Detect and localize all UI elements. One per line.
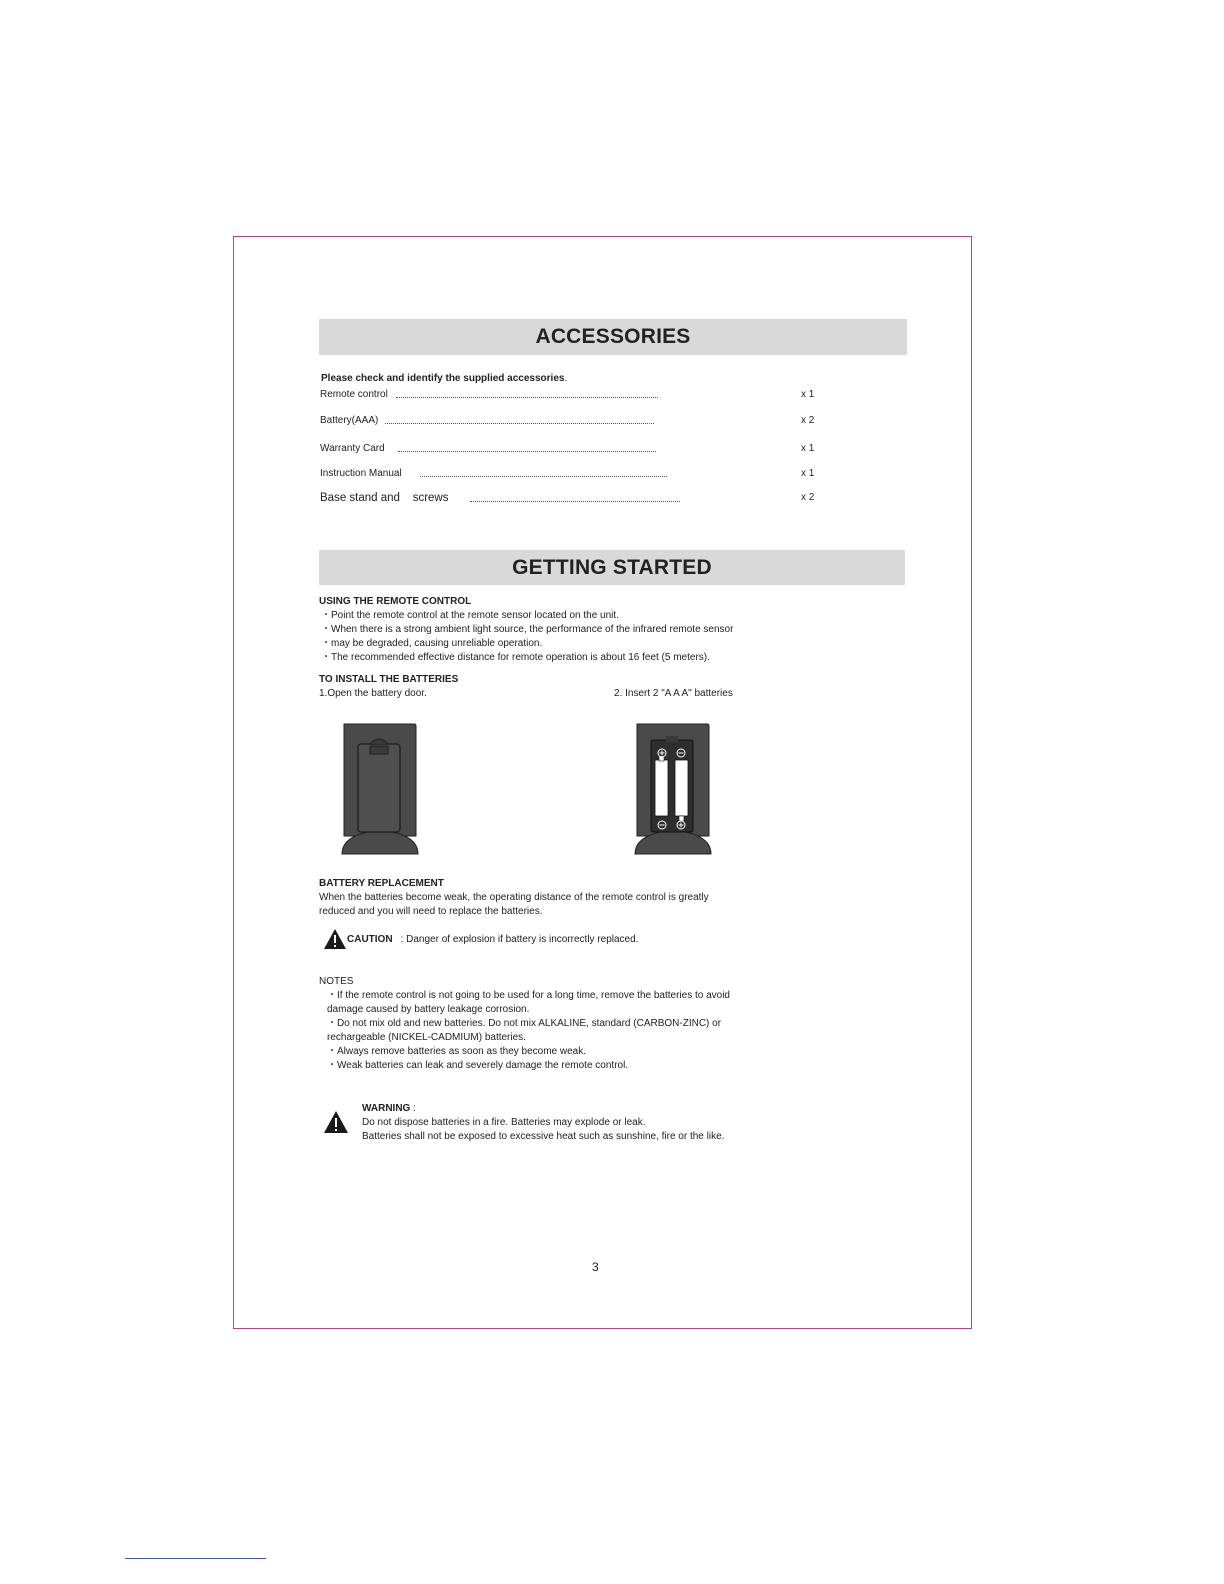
getting-started-banner	[319, 550, 905, 585]
accessories-intro	[321, 372, 567, 386]
accessories-intro-period: .	[564, 373, 568, 384]
accessory-label: Battery(AAA)	[320, 415, 379, 426]
warning-colon: :	[410, 1103, 416, 1114]
caution-text: : Danger of explosion if battery is incorrectly replaced.	[400, 934, 639, 945]
warning-icon	[323, 1110, 349, 1134]
getting-started-title: GETTING STARTED	[512, 555, 712, 579]
accessory-item	[320, 468, 820, 482]
accessory-qty: x 1	[801, 389, 815, 400]
leader-dots	[396, 397, 658, 398]
accessories-intro-text: Please check and identify the supplied accessories	[321, 373, 565, 384]
remote-bullet: ・may be degraded, causing unreliable operation.	[321, 638, 543, 649]
notes-line: ・If the remote control is not going to be used for a long time, remove the batteries to avoid	[327, 990, 730, 1001]
accessory-qty: x 2	[801, 492, 815, 503]
warning-line: Batteries shall not be exposed to excessive heat such as sunshine, fire or the like.	[362, 1131, 725, 1142]
battery-replacement-heading: BATTERY REPLACEMENT	[319, 878, 444, 889]
accessory-qty: x 1	[801, 468, 815, 479]
caution-line	[347, 933, 638, 947]
install-step-2: 2. Insert 2 "A A A" batteries	[614, 688, 733, 699]
notes-line: ・Always remove batteries as soon as they become weak.	[327, 1046, 587, 1057]
accessory-item	[320, 492, 820, 506]
notes-line: damage caused by battery leakage corrosion.	[327, 1004, 530, 1015]
accessory-label: Remote control	[320, 389, 388, 400]
warning-line: Do not dispose batteries in a fire. Batteries may explode or leak.	[362, 1117, 646, 1128]
replacement-text: When the batteries become weak, the operating distance of the remote control is greatly	[319, 892, 709, 903]
remote-bullet: ・When there is a strong ambient light source, the performance of the infrared remote sensor	[321, 624, 734, 635]
accessories-title: ACCESSORIES	[535, 325, 691, 348]
notes-line: ・Do not mix old and new batteries. Do not mix ALKALINE, standard (CARBON-ZINC) or	[327, 1018, 722, 1029]
bottom-underline-link[interactable]	[125, 1558, 266, 1559]
accessory-qty: x 2	[801, 415, 815, 426]
install-batteries-heading: TO INSTALL THE BATTERIES	[319, 674, 459, 685]
warning-label: WARNING	[362, 1103, 411, 1114]
remote-batteries-inserted-illustration	[633, 722, 713, 858]
remote-battery-door-closed-illustration	[340, 722, 420, 858]
notes-line: ・Weak batteries can leak and severely damage the remote control.	[327, 1060, 629, 1071]
remote-bullet: ・The recommended effective distance for remote operation is about 16 feet (5 meters).	[321, 652, 710, 663]
install-step-1: 1.Open the battery door.	[319, 688, 427, 699]
accessory-label: Base stand and screws	[320, 492, 449, 504]
notes-heading: NOTES	[319, 976, 354, 987]
leader-dots	[398, 451, 656, 452]
replacement-text: reduced and you will need to replace the batteries.	[319, 906, 543, 917]
notes-line: rechargeable (NICKEL-CADMIUM) batteries.	[327, 1032, 526, 1043]
accessory-label: Warranty Card	[320, 443, 385, 454]
page-number: 3	[592, 1260, 599, 1274]
remote-bullet: ・Point the remote control at the remote sensor located on the unit.	[321, 610, 619, 621]
caution-label: CAUTION	[347, 934, 393, 945]
leader-dots	[385, 423, 654, 424]
remote-control-heading: USING THE REMOTE CONTROL	[319, 596, 472, 607]
accessory-item	[320, 443, 820, 457]
leader-dots	[470, 501, 680, 502]
leader-dots	[420, 476, 667, 477]
warning-title	[362, 1102, 416, 1116]
accessory-item	[320, 415, 820, 429]
accessories-banner	[319, 319, 907, 355]
accessory-qty: x 1	[801, 443, 815, 454]
accessory-label: Instruction Manual	[320, 468, 402, 479]
caution-warning-icon	[323, 928, 347, 950]
accessory-item	[320, 389, 820, 403]
